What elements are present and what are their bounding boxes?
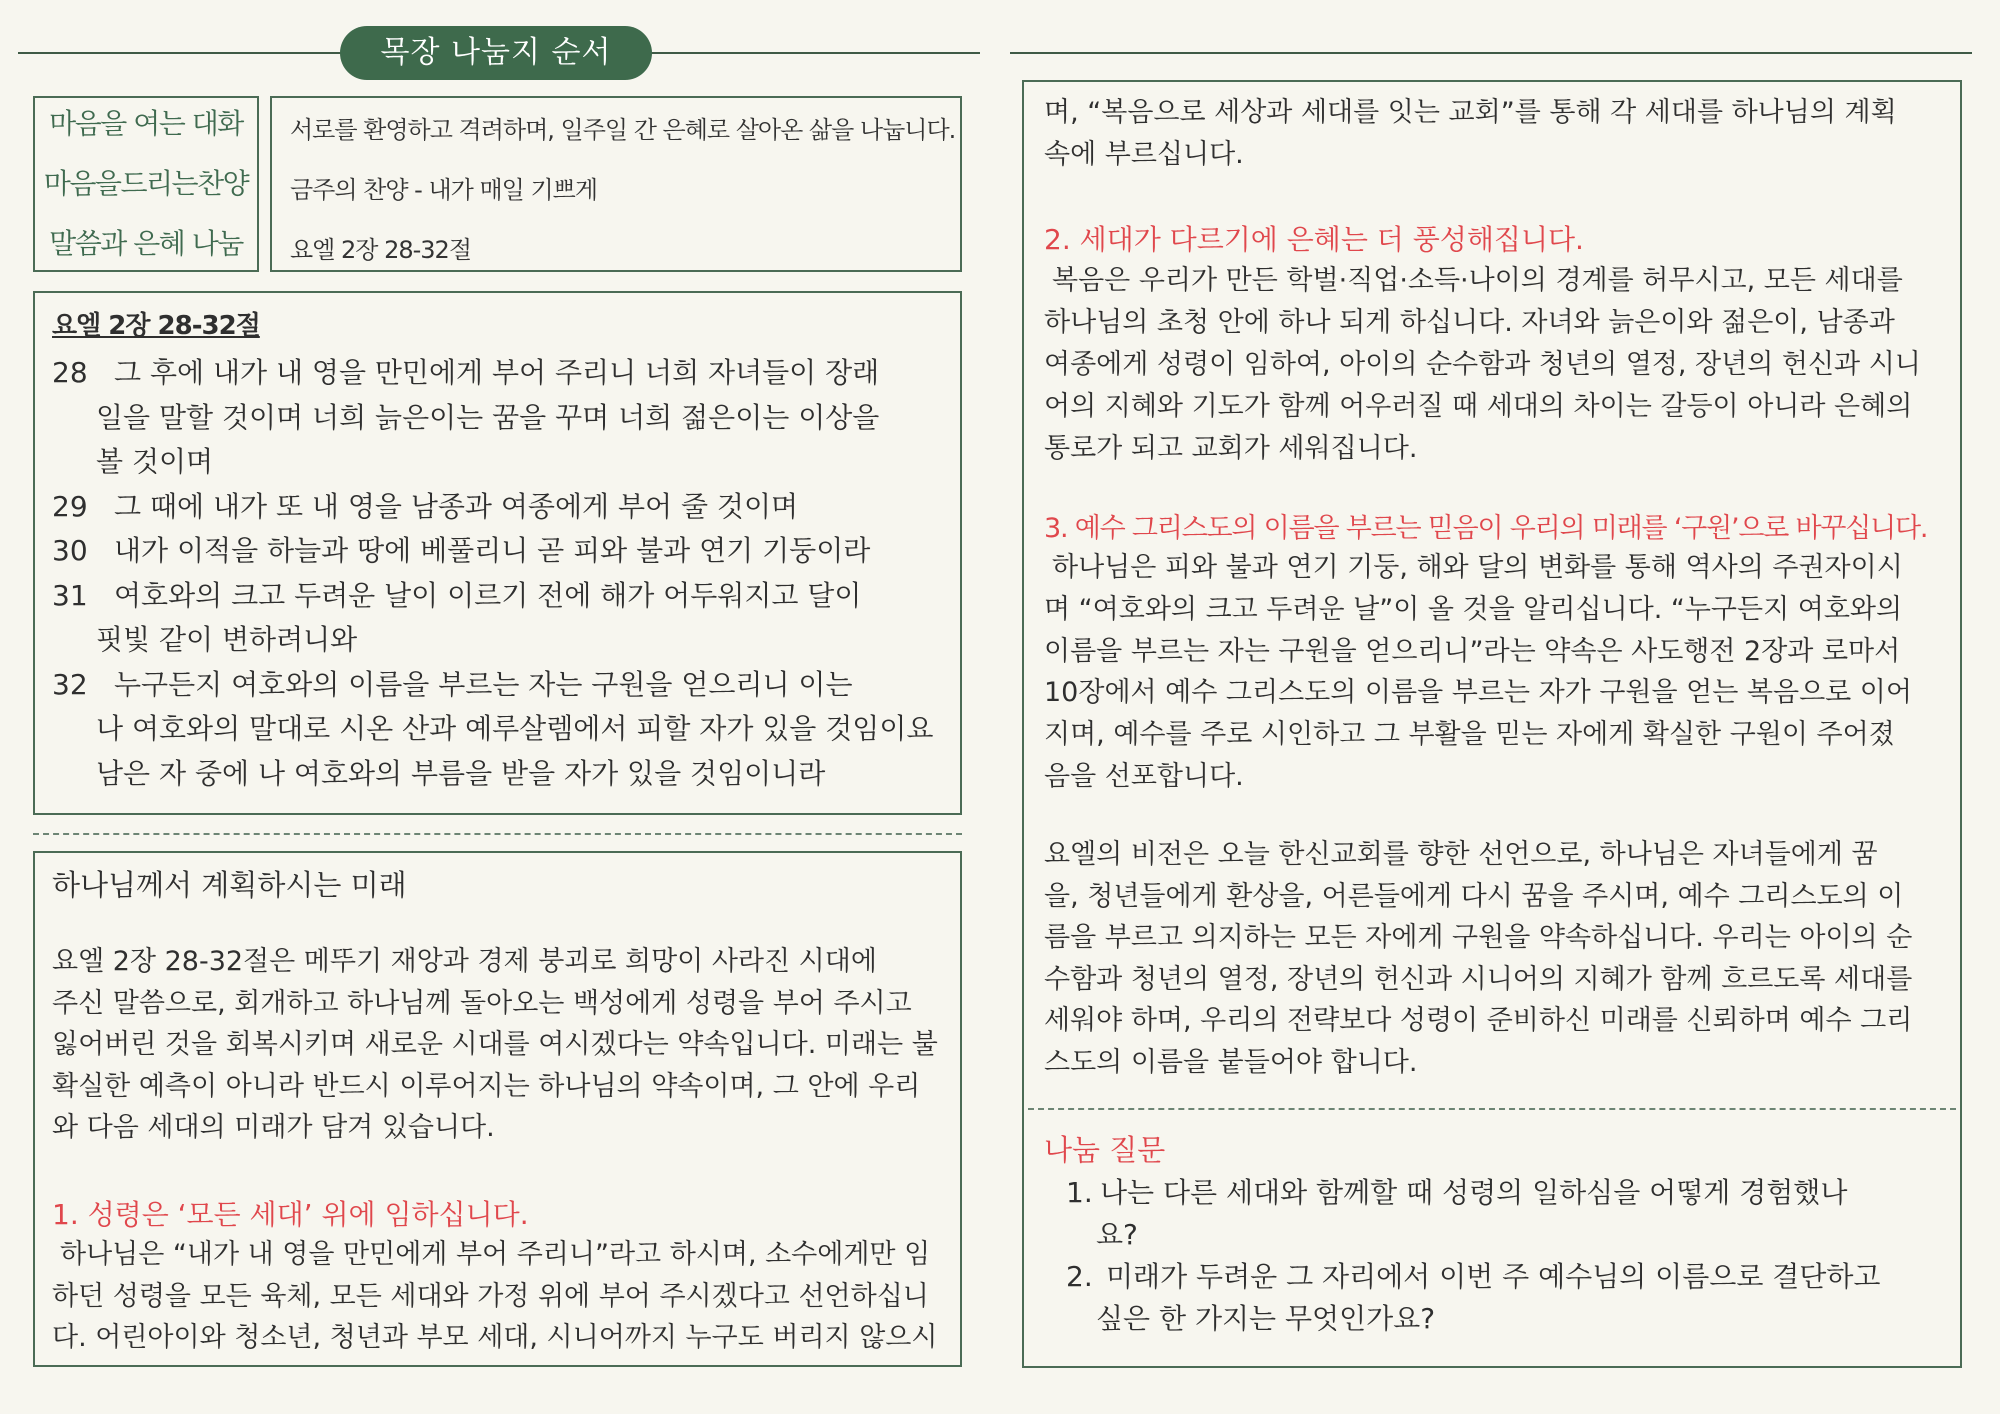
- point2-title: 2. 세대가 다르기에 은혜는 더 풍성해집니다.: [1044, 223, 1584, 256]
- verse-number: 29: [52, 489, 88, 523]
- verse-text: 볼 것이며: [96, 445, 214, 478]
- point1-continued: [1044, 92, 1954, 176]
- verse-number: 30: [52, 534, 88, 567]
- divider-right: [1028, 1108, 1956, 1110]
- sermon-box-right: [1022, 80, 1962, 1368]
- sermon-text: 며 “여호와의 크고 두려운 날”이 올 것을 알리십니다. “누구든지 여호와의: [1044, 593, 1903, 625]
- scripture-title: 요엘 2장 28-32절: [52, 311, 260, 341]
- sermon-title: 하나님께서 계획하시는 미래: [52, 868, 407, 902]
- question-number: 1.: [1066, 1176, 1093, 1209]
- order-value-conversation: 서로를 환영하고 격려하며, 일주일 간 은혜로 살아온 삶을 나눕니다.: [290, 116, 956, 144]
- sermon-text: 하나님은 “내가 내 영을 만민에게 부어 주리니”라고 하시며, 소수에게만 임: [60, 1239, 931, 1270]
- scripture-verses: [52, 351, 952, 796]
- verse-text: 그 후에 내가 내 영을 만민에게 부어 주리니 너희 자녀들이 장래: [114, 356, 880, 389]
- sermon-text: 지며, 예수를 주로 시인하고 그 부활을 믿는 자에게 확실한 구원이 주어졌: [1044, 719, 1895, 751]
- order-value-praise: 금주의 찬양 - 내가 매일 기쁘게: [290, 176, 598, 204]
- sermon-text: 수함과 청년의 열정, 장년의 헌신과 시니어의 지혜가 함께 흐르도록 세대를: [1044, 963, 1913, 995]
- question-item: [1066, 1172, 1954, 1214]
- sermon-intro: [52, 941, 954, 1149]
- order-value-word: 요엘 2장 28-32절: [290, 236, 472, 264]
- verse-text: 내가 이적을 하늘과 땅에 베풀리니 곧 피와 불과 연기 기둥이라: [114, 534, 871, 567]
- verse-text: 핏빛 같이 변하려니와: [96, 623, 358, 656]
- verse-number: 32: [52, 667, 88, 701]
- order-values-box: [270, 96, 962, 272]
- sermon-text: 확실한 예측이 아니라 반드시 이루어지는 하나님의 약속이며, 그 안에 우리: [52, 1070, 921, 1102]
- conclusion: [1044, 834, 1954, 1083]
- point3-body: [1044, 547, 1954, 798]
- page-title: 목장 나눔지 순서: [340, 26, 652, 80]
- sermon-text: 주신 말씀으로, 회개하고 하나님께 돌아오는 백성에게 성령을 부어 주시고: [52, 987, 912, 1019]
- sermon-text: 름을 부르고 의지하는 모든 자에게 구원을 약속하십니다. 우리는 아이의 순: [1044, 922, 1913, 953]
- verse-text: 나 여호와의 말대로 시온 산과 예루살렘에서 피할 자가 있을 것임이요: [96, 712, 934, 745]
- order-labels-box: [33, 96, 259, 272]
- verse-32: [52, 663, 952, 708]
- sermon-text: 하나님의 초청 안에 하나 되게 하십니다. 자녀와 늙은이와 젊은이, 남종과: [1044, 307, 1895, 338]
- sermon-text: 와 다음 세대의 미래가 담겨 있습니다.: [52, 1112, 495, 1143]
- sermon-text: 어의 지혜와 기도가 함께 어우러질 때 세대의 차이는 갈등이 아니라 은혜의: [1044, 391, 1913, 422]
- verse-text: 누구든지 여호와의 이름을 부르는 자는 구원을 얻으리니 이는: [114, 667, 853, 701]
- sermon-text: 요엘의 비전은 오늘 한신교회를 향한 선언으로, 하나님은 자녀들에게 꿈: [1044, 839, 1878, 870]
- questions-title: 나눔 질문: [1044, 1133, 1166, 1167]
- sermon-text: 이름을 부르는 자는 구원을 얻으리니”라는 약속은 사도행전 2장과 로마서: [1044, 635, 1901, 667]
- verse-text: 여호와의 크고 두려운 날이 이르기 전에 해가 어두워지고 달이: [114, 578, 862, 612]
- point1-body: [52, 1234, 954, 1359]
- verse-number: 31: [52, 578, 88, 612]
- question-number: 2.: [1066, 1260, 1093, 1293]
- sermon-text: 하나님은 피와 불과 연기 기둥, 해와 달의 변화를 통해 역사의 주권자이시: [1052, 552, 1903, 583]
- verse-31: [52, 574, 952, 619]
- header-rule-right: [1010, 52, 1972, 54]
- verse-28: [52, 351, 952, 396]
- sermon-text: 잃어버린 것을 회복시키며 새로운 시대를 여시겠다는 약속입니다. 미래는 불: [52, 1029, 938, 1060]
- order-label-word: 말씀과 은혜 나눔: [49, 227, 243, 260]
- verse-29: [52, 485, 952, 530]
- sermon-text: 을, 청년들에게 환상을, 어른들에게 다시 꿈을 주시며, 예수 그리스도의 이: [1044, 880, 1904, 912]
- sermon-text: 통로가 되고 교회가 세워집니다.: [1044, 433, 1418, 464]
- question-item: [1066, 1256, 1954, 1298]
- questions-list: [1066, 1172, 1954, 1340]
- sermon-text: 스도의 이름을 붙들어야 합니다.: [1044, 1046, 1418, 1078]
- sermon-box-left: [33, 851, 962, 1367]
- verse-text: 일을 말할 것이며 너희 늙은이는 꿈을 꾸며 너희 젊은이는 이상을: [96, 400, 880, 434]
- sermon-text: 다. 어린아이와 청소년, 청년과 부모 세대, 시니어까지 누구도 버리지 않으시: [52, 1322, 938, 1353]
- divider-left: [33, 833, 962, 835]
- sermon-text: 속에 부르십니다.: [1044, 139, 1244, 170]
- sermon-text: 세워야 하며, 우리의 전략보다 성령이 준비하신 미래를 신뢰하며 예수 그리: [1044, 1005, 1913, 1036]
- point1-title: 1. 성령은 ‘모든 세대’ 위에 임하십니다.: [52, 1198, 529, 1231]
- question-text: 미래가 두려운 그 자리에서 이번 주 예수님의 이름으로 결단하고: [1106, 1260, 1881, 1293]
- sermon-text: 10장에서 예수 그리스도의 이름을 부르는 자가 구원을 얻는 복음으로 이어: [1044, 677, 1912, 709]
- sermon-text: 여종에게 성령이 임하여, 아이의 순수함과 청년의 열정, 장년의 헌신과 시니: [1044, 349, 1921, 380]
- sermon-text: 음을 선포합니다.: [1044, 760, 1244, 792]
- order-label-praise: 마음을드리는찬양: [43, 167, 249, 200]
- verse-text: 그 때에 내가 또 내 영을 남종과 여종에게 부어 줄 것이며: [114, 489, 799, 523]
- question-text: 요?: [1096, 1218, 1138, 1251]
- order-label-conversation: 마음을 여는 대화: [49, 107, 243, 140]
- question-text: 싶은 한 가지는 무엇인가요?: [1096, 1302, 1436, 1335]
- question-text: 나는 다른 세대와 함께할 때 성령의 일하심을 어떻게 경험했나: [1100, 1176, 1848, 1209]
- scripture-box: [33, 291, 962, 815]
- verse-text: 남은 자 중에 나 여호와의 부름을 받을 자가 있을 것임이니라: [96, 756, 826, 790]
- sermon-text: 요엘 2장 28-32절은 메뚜기 재앙과 경제 붕괴로 희망이 사라진 시대에: [52, 946, 877, 977]
- sermon-text: 며, “복음으로 세상과 세대를 잇는 교회”를 통해 각 세대를 하나님의 계획: [1044, 97, 1897, 128]
- sermon-text: 복음은 우리가 만든 학벌·직업·소득·나이의 경계를 허무시고, 모든 세대를: [1052, 265, 1903, 296]
- point3-title: 3. 예수 그리스도의 이름을 부르는 믿음이 우리의 미래를 ‘구원’으로 바꾸십니다.: [1044, 513, 1928, 544]
- verse-number: 28: [52, 356, 88, 389]
- point2-body: [1044, 260, 1954, 470]
- verse-30: [52, 529, 952, 574]
- sermon-text: 하던 성령을 모든 육체, 모든 세대와 가정 위에 부어 주시겠다고 선언하십니: [52, 1280, 929, 1312]
